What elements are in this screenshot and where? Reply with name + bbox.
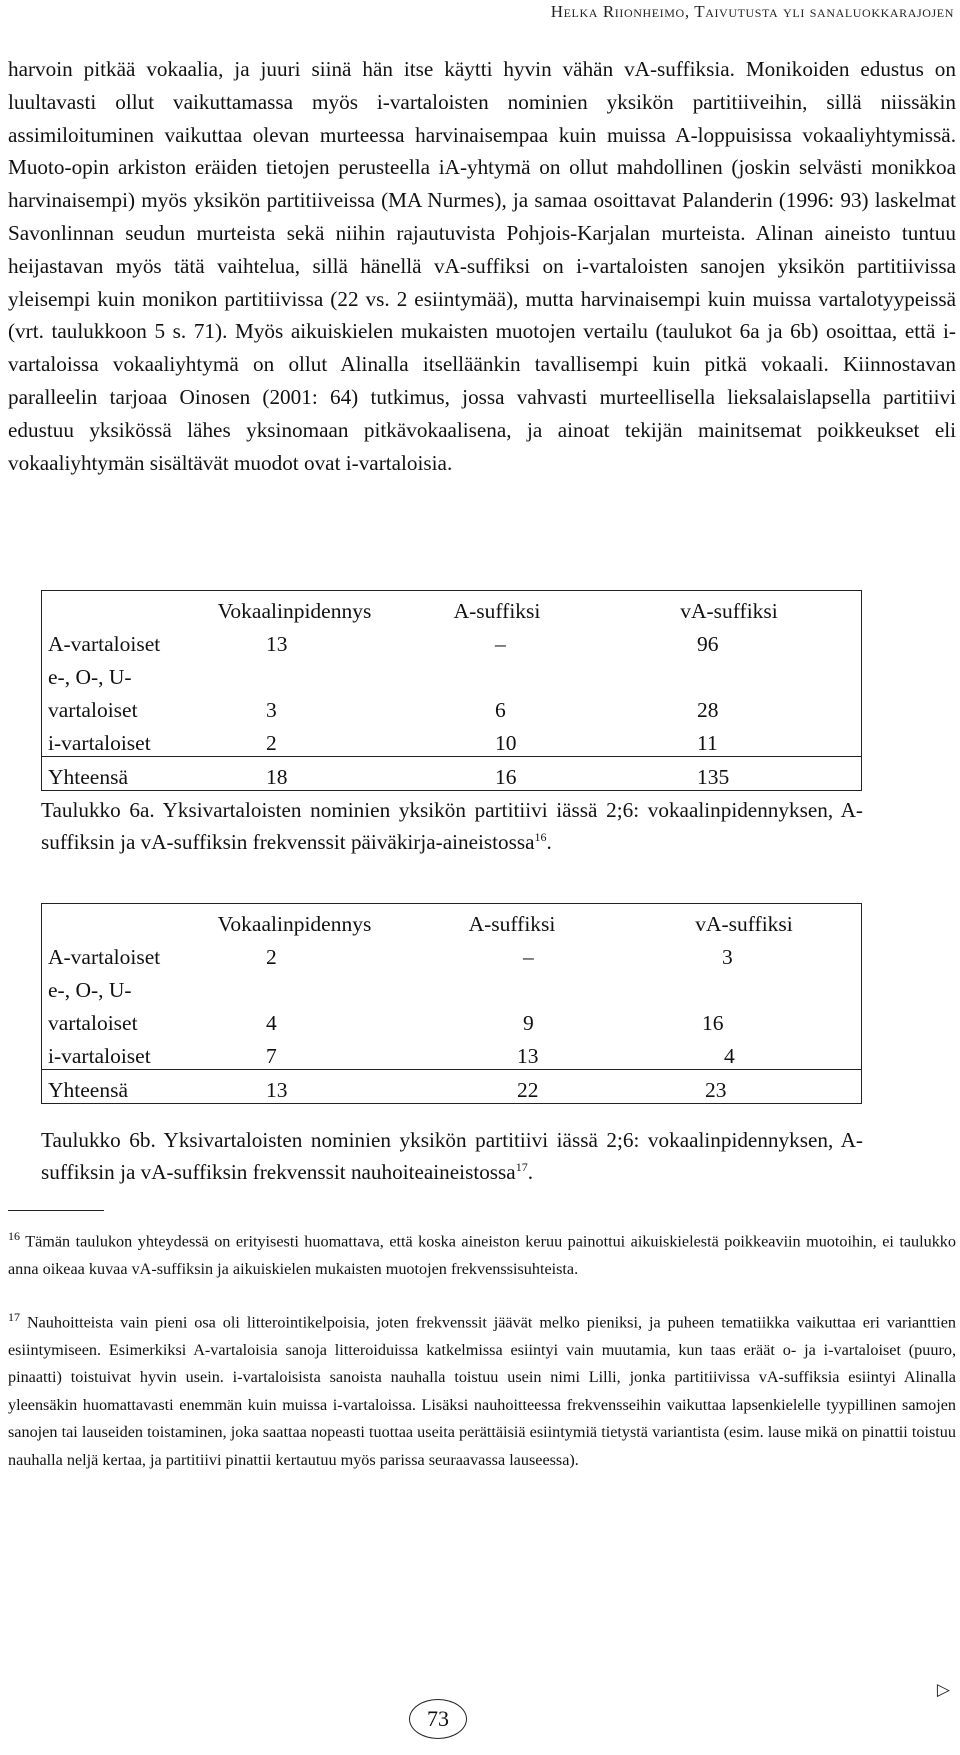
table-cell: 7	[266, 1044, 277, 1068]
row-label: e-, O-, U-	[48, 978, 132, 1002]
table-header-cell	[42, 591, 193, 625]
table-cell: 9	[523, 1011, 534, 1035]
table-6b	[41, 903, 862, 1104]
caption-text: Taulukko 6b. Yksivartaloisten nominien yksikön partitiivi iässä 2;6: vokaalinpidennyksen, A-suffiksin ja vA-suffiksin frekvenssit nauhoiteaineistossa	[41, 1128, 863, 1185]
table-row	[42, 970, 862, 1003]
table-caption	[41, 1127, 863, 1186]
table-row	[42, 657, 862, 690]
footnote-separator	[8, 1210, 104, 1211]
table-header-cell	[42, 904, 193, 938]
row-label: A-vartaloiset	[48, 945, 161, 969]
table-header-cell: A-suffiksi	[453, 599, 541, 623]
row-label: Yhteensä	[42, 1070, 193, 1104]
table-cell: 18	[192, 757, 397, 791]
table-6a	[41, 590, 862, 791]
table-cell: 16	[397, 757, 597, 791]
row-label: vartaloiset	[48, 698, 138, 722]
row-label: vartaloiset	[48, 1011, 138, 1035]
table-cell: –	[523, 945, 534, 969]
table-header-row	[42, 591, 862, 625]
table-caption	[41, 797, 863, 856]
table-cell: 16	[702, 1011, 724, 1035]
table-cell: 6	[495, 698, 506, 722]
table-header-row	[42, 904, 862, 938]
caption-text: Taulukko 6a. Yksivartaloisten nominien yksikön partitiivi iässä 2;6: vokaalinpidennyksen, A-suffiksin ja vA-suffiksin frekvenssit päiväkirja-aineistossa	[41, 798, 863, 855]
table-row	[42, 1036, 862, 1070]
footnote-ref: 17	[515, 1160, 528, 1174]
table-cell: 2	[266, 945, 277, 969]
table-cell: 96	[697, 632, 719, 656]
table-cell: 4	[724, 1044, 735, 1068]
table-cell: 11	[697, 731, 718, 755]
table-cell: 3	[266, 698, 277, 722]
footnote-text: Tämän taulukon yhteydessä on erityisesti huomattava, että koska aineiston keruu painottui aikuiskielestä poikkeaviin muotoihin, ei taulukko anna oikeaa kuvaa vA-suffiksin ja aikuiskielen mukaisten muotojen frekvenssisuhteista.	[8, 1232, 956, 1278]
triangle-right-icon[interactable]: ▷	[936, 1680, 950, 1699]
footnote-ref: 16	[534, 830, 547, 844]
table-cell: 23	[627, 1070, 862, 1104]
table-row	[42, 624, 862, 657]
table-header-cell: Vokaalinpidennys	[217, 912, 372, 936]
table-cell: 10	[495, 731, 517, 755]
table-cell: 13	[266, 632, 288, 656]
table-cell: 13	[517, 1044, 539, 1068]
row-label: i-vartaloiset	[48, 1044, 151, 1068]
table-cell: 3	[722, 945, 733, 969]
footnote-number: 17	[8, 1310, 20, 1324]
footnote-text: Nauhoitteista vain pieni osa oli litterointikelpoisia, joten frekvenssit jäävät melko pieniksi, ja puheen tematiikka vaikuttaa eri varianttien esiintymiseen. Esimerkiksi A-vartaloisia sanoja litteroiduissa katkelmissa esiintyi vain muutamia, kun taas eräät o- ja i-vartaloiset (puuro, pinaatti) toistuivat hyvin usein. i-vartaloisista sanoista nauhalla toistuu usein nimi Lilli, jonka partitiivissa vA-suffiksia esiintyi Alinalla yleensäkin huomattavasti enemmän kuin muissa i-vartaloissa. Lisäksi nauhoitteessa frekvensseihin vaikuttaa lapsenkielelle tyypillinen samojen sanojen tai lauseiden toistaminen, joka saattaa nopeasti tuottaa useita perättäisiä esiintymiä tietystä variantista (esim. lause mikä on pinattii toistuu nauhalla neljä kertaa, ja partitiivi pinattii kertautuu myös parissa seuraavassa lauseessa).	[8, 1313, 956, 1469]
row-label: e-, O-, U-	[48, 665, 132, 689]
table-row	[42, 937, 862, 970]
body-paragraph: harvoin pitkää vokaalia, ja juuri siinä hän itse käytti hyvin vähän vA-suffiksia. Monikoiden edustus on luultavasti ollut vaikuttamassa myös i-vartaloisten nominien yksikön partitiiveihin, sillä niissäkin assimiloituminen vaikuttaa olevan murteessa harvinaisempaa kuin muissa A-loppuisissa vokaaliyhtymissä. Muoto-opin arkiston eräiden tietojen perusteella iA-yhtymä on ollut mahdollinen (joskin selvästi monikkoa harvinaisempi) myös yksikön partitiiveissa (MA Nurmes), ja samaa osoittavat Palanderin (1996: 93) laskelmat Savonlinnan seudun murteista sekä niihin rajautuvista Pohjois-Karjalan murteista. Alinan aineisto tuntuu heijastavan myös tätä vaihtelua, sillä hänellä vA-suffiksi on i-vartaloisten sanojen yksikön partitiivissa yleisempi kuin monikon partitiivissa (22 vs. 2 esiintymää), mutta harvinaisempi kuin muissa vartalotyypeissä (vrt. taulukkoon 5 s. 71). Myös aikuiskielen mukaisten muotojen vertailu (taulukot 6a ja 6b) osoittaa, että i-vartaloissa vokaaliyhtymä on ollut Alinalla itselläänkin tavallisempi kuin pitkä vokaali. Kiinnostavan paralleelin tarjoaa Oinosen (2001: 64) tutkimus, jossa vahvasti murteellisella lieksalaislapsella partitiivi edustuu yksikössä lähes yksinomaan pitkävokaalisena, ja ainoat tekijän mainitsemat poikkeukset eli vokaaliyhtymän sisältävät muodot ovat i-vartaloisia.	[8, 57, 956, 475]
running-header: Helka Riionheimo, Taivutusta yli sanaluokkarajojen	[550, 2, 954, 21]
table-header-cell: vA-suffiksi	[680, 599, 778, 623]
table-cell: 22	[397, 1070, 627, 1104]
table-header-cell: A-suffiksi	[468, 912, 556, 936]
table-row	[42, 723, 862, 757]
table-cell: 28	[697, 698, 719, 722]
row-label: A-vartaloiset	[48, 632, 161, 656]
footnote-17	[8, 1304, 956, 1474]
caption-end: .	[527, 1160, 533, 1185]
row-label: i-vartaloiset	[48, 731, 151, 755]
table-cell: 135	[597, 757, 862, 791]
footnote-16	[8, 1223, 956, 1283]
table-total-row	[42, 1070, 862, 1104]
table-cell: 13	[192, 1070, 397, 1104]
table-cell: –	[495, 632, 506, 656]
table-cell: 4	[266, 1011, 277, 1035]
table-header-cell: vA-suffiksi	[695, 912, 793, 936]
caption-end: .	[546, 830, 552, 855]
table-row	[42, 1003, 862, 1036]
table-cell: 2	[266, 731, 277, 755]
table-header-cell: Vokaalinpidennys	[217, 599, 372, 623]
footnote-number: 16	[8, 1229, 20, 1243]
page-number: 73	[409, 1699, 467, 1739]
row-label: Yhteensä	[42, 757, 193, 791]
table-total-row	[42, 757, 862, 791]
table-row	[42, 690, 862, 723]
